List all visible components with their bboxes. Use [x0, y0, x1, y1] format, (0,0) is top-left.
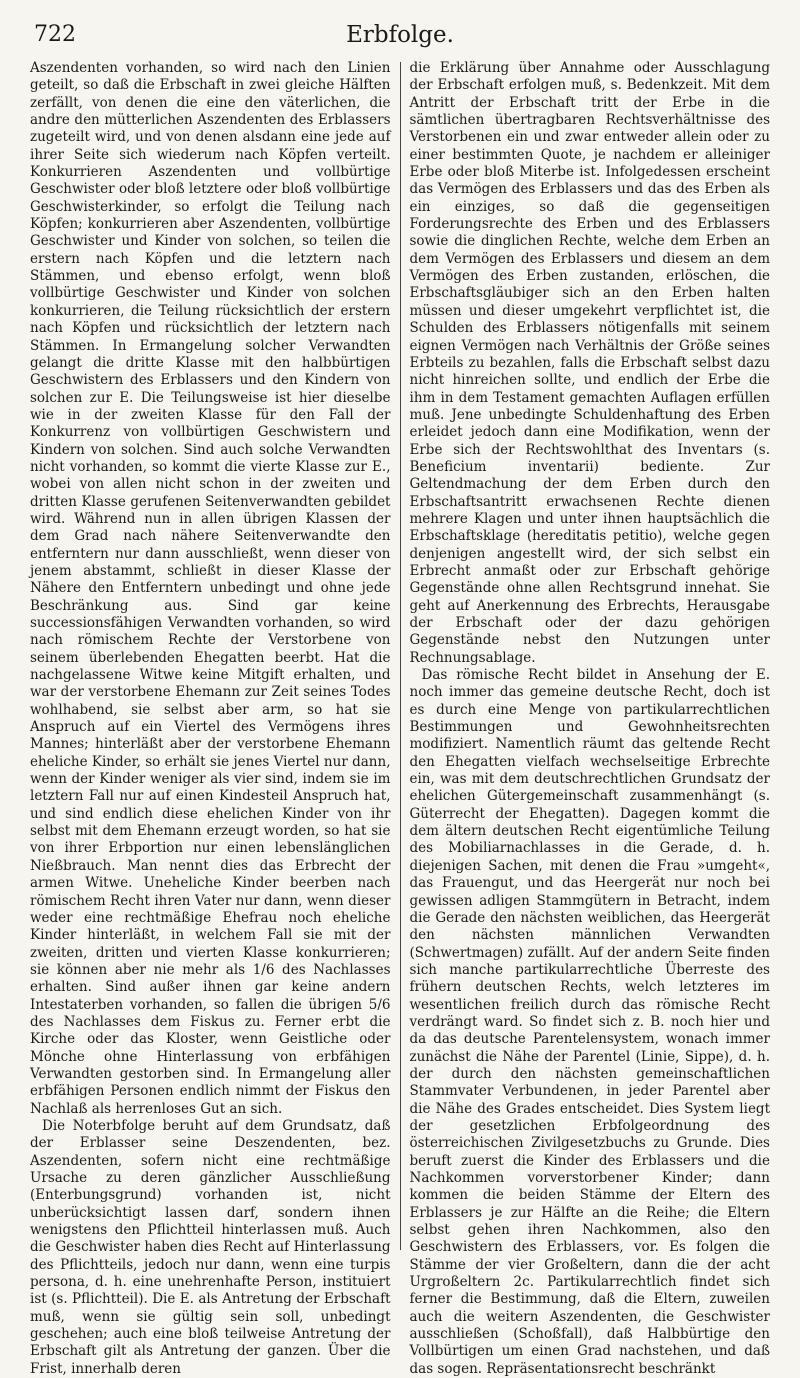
paragraph: Aszendenten vorhanden, so wird nach den Linien geteilt, so daß die Erbschaft in zwei gleiche Hälften zerfällt, von denen die eine den väterlichen, die andre den mütterlichen Aszendenten des Erblassers zugeteilt wird, und von denen alsdann eine jede auf ihrer Seite sich wiederum nach Köpfen verteilt. Konkurrieren Aszendenten und vollbürtige Geschwister oder bloß letztere oder bloß vollbürtige Geschwisterkinder, so erfolgt die Teilung nach Köpfen; konkurrieren aber Aszendenten, vollbürtige Geschwister und Kinder von solchen, so teilen die erstern nach Köpfen und die letztern nach Stämmen, und ebenso erfolgt, wenn bloß vollbürtige Geschwister und Kinder von solchen konkurrieren, die Teilung rücksichtlich der erstern nach Köpfen und rücksichtlich der letztern nach Stämmen. In Ermangelung solcher Verwandten gelangt die dritte Klasse mit den halbbürtigen Geschwistern des Erblassers und den Kindern von solchen zur E. Die Teilungsweise ist hier dieselbe wie in der zweiten Klasse für den Fall der Konkurrenz von vollbürtigen Geschwistern und Kindern von solchen. Sind auch solche Verwandten nicht vorhanden, so kommt die vierte Klasse zur E., wobei von allen nicht schon in der zweiten und dritten Klasse gerufenen Seitenverwandten gebildet wird. Während nun in allen übrigen Klassen der dem Grad nach nähere Seitenverwandte den entferntern nur dann ausschließt, wenn dieser von jenem abstammt, schließt in dieser Klasse der Nähere den Entferntern unbedingt und ohne jede Beschränkung aus. Sind gar keine successionsfähigen Verwandten vorhanden, so wird nach römischem Rechte der Verstorbene von seinem überlebenden Ehegatten beerbt. Hat die nachgelassene Witwe keine Mitgift erhalten, und war der verstorbene Ehemann zur Zeit seines Todes wohlhabend, sie selbst aber arm, so hat sie Anspruch auf ein Viertel des Vermögens ihres Mannes; hinterläßt aber der verstorbene Ehemann eheliche Kinder, so erhält sie jenes Viertel nur dann, wenn der Kinder weniger als vier sind, indem sie im letztern Fall nur auf einen Kindesteil Anspruch hat, und sind endlich diese ehelichen Kinder von ihr selbst mit dem Ehemann erzeugt worden, so hat sie von ihrer Erbportion nur einen lebenslänglichen Nießbrauch. Man nennt dies das Erbrecht der armen Witwe. Uneheliche Kinder beerben nach römischem Recht ihren Vater nur dann, wenn dieser weder eine rechtmäßige Ehefrau noch eheliche Kinder hinterläßt, in welchem Fall sie mit der zweiten, dritten und vierten Klasse konkurrieren; sie können aber nie mehr als 1/6 des Nachlasses erhalten. Sind außer ihnen gar keine andern Intestaterben vorhanden, so fallen die übrigen 5/6 des Nachlasses dem Fiskus zu. Ferner erbt die Kirche oder das Kloster, wenn Geistliche oder Mönche ohne Hinterlassung von erbfähigen Verwandten gestorben sind. In Ermangelung aller erbfähigen Personen endlich nimmt der Fiskus den Nachlaß als herrenloses Gut an sich.: [30, 60, 391, 1117]
paragraph: Die Noterbfolge beruht auf dem Grundsatz, daß der Erblasser seine Deszendenten, bez. Aszendenten, sofern nicht eine rechtmäßige Ursache zu deren gänzlicher Ausschließung (Enterbungsgrund) vorhanden ist, nicht unberücksichtigt lassen darf, sondern ihnen wenigstens den Pflichtteil hinterlassen muß. Auch die Geschwister haben dies Recht auf Hinterlassung des Pflichtteils, jedoch nur dann, wenn eine turpis persona, d. h. eine unehrenhafte Person, instituiert ist (s. Pflichtteil). Die E. als Antretung der Erbschaft muß, wenn sie gültig sein soll, unbedingt geschehen; auch eine bloß teilweise Antretung der Erbschaft gilt als Antretung der ganzen. Über die Frist, innerhalb deren: [30, 1117, 391, 1377]
left-column: [30, 60, 400, 1378]
paragraph: die Erklärung über Annahme oder Ausschlagung der Erbschaft erfolgen muß, s. Bedenkzeit. Mit dem Antritt der Erbschaft tritt der Erbe in die sämtlichen übertragbaren Rechtsverhältnisse des Verstorbenen ein und zwar entweder allein oder zu einer bestimmten Quote, je nachdem er alleiniger Erbe oder bloß Miterbe ist. Infolgedessen erscheint das Vermögen des Erblassers und das des Erben als ein einziges, so daß die gegenseitigen Forderungsrechte des Erben und des Erblassers sowie die dinglichen Rechte, welche dem Erben an dem Vermögen des Erblassers und diesem an dem Vermögen des Erben zustanden, erlöschen, die Erbschaftsgläubiger sich an den Erben halten müssen und dieser umgekehrt verpflichtet ist, die Schulden des Erblassers nötigenfalls mit seinem eignen Vermögen nach Verhältnis der Größe seines Erbteils zu bezahlen, falls die Erbschaft selbst dazu nicht hinreichen sollte, und endlich der Erbe die ihm in dem Testament gemachten Auflagen erfüllen muß. Jene unbedingte Schuldenhaftung des Erben erleidet jedoch dann eine Modifikation, wenn der Erbe sich der Rechtswohlthat des Inventars (s. Beneficium inventarii) bediente. Zur Geltendmachung der dem Erben durch den Erbschaftsantritt erwachsenen Rechte dienen mehrere Klagen und unter ihnen hauptsächlich die Erbschaftsklage (hereditatis petitio), welche gegen denjenigen angestellt wird, der sich selbst ein Erbrecht anmaßt oder zur Erbschaft gehörige Gegenstände ohne allen Rechtsgrund innehat. Sie geht auf Anerkennung des Erbrechts, Herausgabe der Erbschaft oder der dazu gehörigen Gegenstände nebst den Nutzungen unter Rechnungsablage.: [409, 60, 770, 666]
right-column: [401, 60, 771, 1378]
running-title: Erbfolge.: [346, 22, 454, 48]
text-columns: [30, 60, 770, 1378]
page-header: [30, 16, 770, 60]
paragraph: Das römische Recht bildet in Ansehung der E. noch immer das gemeine deutsche Recht, doch ist es durch eine Menge von partikularrechtlichen Bestimmungen und Gewohnheitsrechten modifiziert. Namentlich räumt das geltende Recht den Ehegatten vielfach wechselseitige Erbrechte ein, was mit dem deutschrechtlichen Grundsatz der ehelichen Gütergemeinschaft zusammenhängt (s. Güterrecht der Ehegatten). Dagegen kommt die dem ältern deutschen Recht eigentümliche Teilung des Mobiliarnachlasses in die Gerade, d. h. diejenigen Sachen, mit denen die Frau »umgeht«, das Frauengut, und das Heergerät nur noch bei gewissen adligen Stammgütern in Betracht, indem die Gerade den nächsten weiblichen, das Heergerät den nächsten männlichen Verwandten (Schwertmagen) zufällt. Auf der andern Seite finden sich manche partikularrechtliche Überreste des frühern deutschen Rechts, welch letzteres im wesentlichen freilich durch das römische Recht verdrängt ward. So findet sich z. B. noch hier und da das deutsche Parentelensystem, wonach immer zunächst die Nähe der Parentel (Linie, Sippe), d. h. der durch den nächsten gemeinschaftlichen Stammvater Verbundenen, in jeder Parentel aber die Nähe des Grades entscheidet. Dies System liegt der gesetzlichen Erbfolgeordnung des österreichischen Zivilgesetzbuchs zu Grunde. Dies beruft zuerst die Kinder des Erblassers und die Nachkommen vorverstorbener Kinder; dann kommen die beiden Stämme der Eltern des Erblassers je zur Hälfte an die Reihe; die Eltern selbst gehen ihren Nachkommen, also den Geschwistern des Erblassers, vor. Es folgen die Stämme der vier Großeltern, dann die der acht Urgroßeltern 2c. Partikularrechtlich findet sich ferner die Bestimmung, daß die Eltern, zuweilen auch die weitern Aszendenten, die Geschwister ausschließen (Schoßfall), daß Halbbürtige den Vollbürtigen um einen Grad nachstehen, und daß das sogen. Repräsentationsrecht beschränkt: [409, 667, 770, 1377]
page-number: 722: [34, 22, 76, 47]
